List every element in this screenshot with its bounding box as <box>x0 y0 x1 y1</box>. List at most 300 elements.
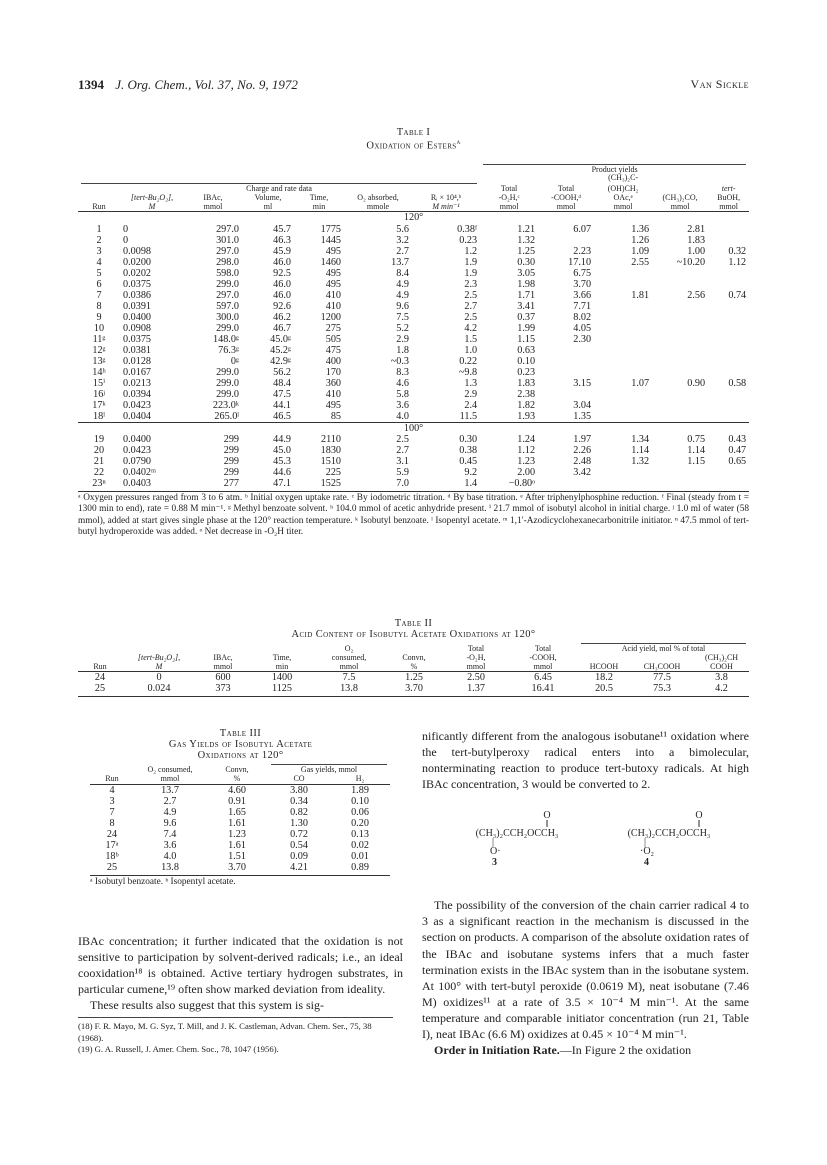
table-cell: 4.05 <box>573 322 592 334</box>
table-cell: 18ᵇ <box>105 850 119 862</box>
right-paragraph-1: nificantly different from the analogous isobutane¹¹ oxidation where the tert-butylperoxy radical enters into a bimolecular, nonterminating reaction to produce tert-butoxy radicals. At high IBAc concentration, 3 would be converted to 2. <box>422 729 749 792</box>
table-cell: 17ᵏ <box>92 399 106 411</box>
col-oac-h1: (CH₃)₂C- <box>608 173 639 183</box>
table-cell <box>594 334 652 345</box>
table-cell: 25 <box>106 861 118 873</box>
table-cell: ~9.8 <box>458 366 478 378</box>
col-o2h-h1: Total <box>467 644 485 653</box>
col-ibac: IBAc, <box>203 192 223 202</box>
table-cell: 13.8 <box>161 861 179 873</box>
table-1-title: Oxidation of Esters$^a$ <box>366 138 461 152</box>
table-cell: 299 <box>223 444 239 456</box>
table-cell: 0.30 <box>459 433 478 445</box>
table-cell: 0.0213 <box>123 377 152 389</box>
table-cell <box>594 301 652 312</box>
table-cell <box>652 356 708 367</box>
table-cell: 44.6 <box>273 466 291 478</box>
temperature-100: 100° <box>78 422 749 434</box>
table-cell: 9.6 <box>163 817 177 829</box>
table-cell: 400 <box>325 355 341 367</box>
table-1-row <box>78 235 749 246</box>
table-cell: 11ᵍ <box>92 333 106 345</box>
table-cell: 5.8 <box>396 388 409 400</box>
table-cell: 0.47 <box>728 444 747 456</box>
table-cell: 46.7 <box>273 322 291 334</box>
table-cell: 6 <box>96 278 102 290</box>
table-2-grid <box>78 643 749 694</box>
unit: mmol <box>466 661 486 671</box>
table-cell <box>538 367 594 378</box>
col-oac-h3: OAc,ᵉ <box>613 192 633 202</box>
unit: mmol <box>160 773 180 783</box>
table-cell: 373 <box>215 683 231 695</box>
table-cell: 1.83 <box>517 377 536 389</box>
table-cell: 0.0098 <box>123 245 152 257</box>
table-cell: 2.23 <box>573 245 592 257</box>
table-cell: 1.00 <box>687 245 706 257</box>
unit: mmol <box>613 201 633 211</box>
unit: mmol <box>213 661 233 671</box>
unit: mmol <box>670 201 690 211</box>
table-cell <box>708 312 749 323</box>
table-cell: 12ᵍ <box>92 344 106 356</box>
structure-4-number: 4 <box>644 857 649 869</box>
table-cell: 2.7 <box>396 444 409 456</box>
table-cell: 16.41 <box>531 683 555 695</box>
right-paragraph-3 <box>422 1042 749 1058</box>
col-iso-h1: (CH₃)₂CH <box>704 652 739 662</box>
table-cell: 1 <box>96 223 102 235</box>
col-o2h-h1: Total <box>500 184 518 194</box>
table-1-row <box>78 334 749 345</box>
table-cell <box>708 467 749 478</box>
col-buoh-h2: BuOH, <box>717 192 741 202</box>
double-bond: ‖ <box>545 819 549 831</box>
col-co: CO <box>293 773 305 783</box>
col-cooh-h2: -COOH, <box>529 652 557 662</box>
table-cell: 300.0 <box>216 311 239 323</box>
bond: | <box>644 837 647 849</box>
table-cell: 3 <box>96 245 102 257</box>
table-cell: 597.0 <box>216 300 239 312</box>
table-cell: 3.8 <box>715 672 728 684</box>
table-cell: 75.3 <box>653 683 671 695</box>
table-3-grid <box>90 764 390 873</box>
section-text: —In Figure 2 the oxidation <box>559 1043 692 1058</box>
table-cell: 17ᵃ <box>105 839 119 851</box>
table-cell: 410 <box>325 388 341 400</box>
table-cell: 0.30 <box>517 256 536 268</box>
table-cell: 298.0 <box>216 256 239 268</box>
table-cell: 7 <box>96 289 102 301</box>
table-cell <box>652 478 708 489</box>
bond: | <box>492 837 495 849</box>
col-time: Time, <box>272 652 292 662</box>
table-cell: 0.0403 <box>123 477 152 489</box>
table-cell: 1.25 <box>517 245 536 257</box>
table-cell: 299.0 <box>216 377 239 389</box>
table-cell: 18ˡ <box>93 410 105 422</box>
col-ch3cooh: CH₃COOH <box>643 661 681 671</box>
table-cell: 9.6 <box>396 300 409 312</box>
table-cell: 20.5 <box>595 683 613 695</box>
table-cell: 2.3 <box>464 278 478 290</box>
table-cell: 4.2 <box>715 683 728 695</box>
table-cell: 5.6 <box>396 223 409 235</box>
table-cell: 92.6 <box>273 300 291 312</box>
table-2-label: Table II <box>394 618 433 629</box>
table-cell: 0.0381 <box>123 344 152 356</box>
table-cell: 0ᵍ <box>230 355 239 367</box>
unit: M <box>155 661 163 671</box>
table-cell: 45.2ᵍ <box>270 344 291 356</box>
table-1-row <box>78 345 749 356</box>
table-cell <box>652 334 708 345</box>
journal-citation: J. Org. Chem., Vol. 37, No. 9, 1972 <box>115 77 298 92</box>
table-cell: 0.0908 <box>123 322 152 334</box>
table-cell: 0.54 <box>290 839 308 851</box>
structure-3-number: 3 <box>492 857 497 869</box>
table-cell: 2.30 <box>573 333 592 345</box>
table-cell: 600 <box>215 672 231 684</box>
table-cell: 0.38ᶠ <box>457 223 478 235</box>
table-cell: 14ʰ <box>92 366 106 378</box>
table-cell <box>708 411 749 423</box>
table-cell: 92.5 <box>273 267 291 279</box>
table-cell: 0.89 <box>351 861 369 873</box>
table-cell: 46.0 <box>273 256 291 268</box>
table-1-label: Table I <box>396 127 431 138</box>
table-cell: 297.0 <box>216 245 239 257</box>
table-cell: 2.56 <box>687 289 706 301</box>
table-cell: 0.024 <box>147 683 171 695</box>
carbonyl-o: O <box>695 810 703 822</box>
col-iso-h2: COOH <box>710 661 733 671</box>
table-cell <box>594 411 652 423</box>
col-peroxide: [tert-Bu₂O₂], <box>137 652 181 662</box>
col-run: Run <box>92 201 106 211</box>
table-1-row <box>78 312 749 323</box>
table-cell: 2.00 <box>517 466 536 478</box>
carbonyl-o: O <box>543 810 551 822</box>
table-cell: 44.1 <box>273 399 291 411</box>
table-1-row <box>78 467 749 478</box>
table-cell: 0.58 <box>728 377 747 389</box>
table-cell: 1.89 <box>351 784 369 796</box>
table-cell <box>594 478 652 489</box>
unit: % <box>410 661 418 671</box>
table-cell: 46.5 <box>273 410 291 422</box>
table-cell: 299 <box>223 466 239 478</box>
table-cell: 3.70 <box>228 861 246 873</box>
table-cell: 0.01 <box>351 850 369 862</box>
double-bond: ‖ <box>697 819 701 831</box>
table-cell: 0.0375 <box>123 278 152 290</box>
table-cell <box>652 279 708 290</box>
table-cell: 9.2 <box>464 466 478 478</box>
table-3-footnotes: ᵃ Isobutyl benzoate. ᵇ Isopentyl acetate. <box>90 875 390 888</box>
table-1 <box>78 127 749 538</box>
table-cell: 18.2 <box>595 672 613 684</box>
table-cell: 0.10 <box>351 795 369 807</box>
table-cell <box>708 345 749 356</box>
table-cell: 1.15 <box>517 333 536 345</box>
table-cell: 1.98 <box>517 278 536 290</box>
table-cell <box>708 268 749 279</box>
table-cell: 46.0 <box>273 278 291 290</box>
table-cell <box>594 312 652 323</box>
table-cell: 148.0ᵍ <box>213 333 239 345</box>
table-cell: 1.65 <box>228 806 246 818</box>
references <box>78 1017 393 1055</box>
table-1-row <box>78 323 749 334</box>
table-cell: 6.45 <box>534 672 552 684</box>
table-cell: 505 <box>325 333 341 345</box>
charge-rate-group: Charge and rate data <box>81 183 477 194</box>
table-cell: 299.0 <box>216 278 239 290</box>
table-cell: 1.81 <box>631 289 650 301</box>
table-cell: 1.93 <box>517 410 536 422</box>
table-2 <box>78 618 749 697</box>
table-cell: 4.2 <box>464 322 478 334</box>
reference-19: (19) G. A. Russell, J. Amer. Chem. Soc., 78, 1047 (1956). <box>78 1044 279 1055</box>
table-cell: 225 <box>325 466 341 478</box>
table-cell: 1.2 <box>464 245 478 257</box>
table-1-row <box>78 400 749 411</box>
table-1-row <box>78 478 749 489</box>
table-cell <box>708 279 749 290</box>
col-o2-h1: O₂ <box>344 644 354 653</box>
table-cell: 85 <box>330 410 341 422</box>
table-cell: 7.5 <box>396 311 409 323</box>
table-cell: 76.3ᵍ <box>218 344 239 356</box>
structure-4-formula: (CH₃)₂CCH₂OCCH₃ <box>627 828 711 840</box>
table-cell: 275 <box>325 322 341 334</box>
table-cell: 1.3 <box>464 377 478 389</box>
table-cell: 2.9 <box>464 388 478 400</box>
table-cell: 7 <box>109 806 115 818</box>
table-cell: 3.6 <box>396 399 409 411</box>
table-cell: 0.72 <box>290 828 308 840</box>
table-1-row <box>78 257 749 268</box>
product-yields-group: Product yields <box>483 164 746 175</box>
table-cell <box>652 323 708 334</box>
table-cell: 24 <box>106 828 118 840</box>
table-cell: 11.5 <box>459 410 478 422</box>
table-cell <box>708 224 749 235</box>
table-cell: 0.0394 <box>123 388 152 400</box>
table-cell <box>708 235 749 246</box>
table-cell: 0.23 <box>517 366 536 378</box>
table-cell: 3.04 <box>573 399 592 411</box>
table-cell <box>652 312 708 323</box>
table-1-row <box>78 378 749 389</box>
table-cell: 2 <box>96 234 102 246</box>
table-cell: 495 <box>325 278 341 290</box>
table-cell: 0.75 <box>687 433 706 445</box>
table-1-row <box>78 434 749 445</box>
table-1-row <box>78 411 749 423</box>
unit: mmol <box>499 201 519 211</box>
table-cell <box>652 345 708 356</box>
col-run: Run <box>93 661 107 671</box>
table-cell <box>538 235 594 246</box>
table-cell: 5.9 <box>396 466 409 478</box>
table-cell: 3.2 <box>396 234 409 246</box>
table-1-footnotes: ᵃ Oxygen pressures ranged from 3 to 6 atm. ᵇ Initial oxygen uptake rate. ᶜ By iodometric titration. ᵈ By base titration. ᵉ After triphenylphosphine reduction. ᶠ Final (steady from t = 1300 min to end), rate = 0.88 M min⁻¹. ᵍ Methyl benzoate solvent. ʰ 104.0 mmol of acetic anhydride present. ⁱ 21.7 mmol of isobutyl alcohol in initial charge. ʲ 1.0 ml of water (58 mmol), added at start gives single phase at the 120° reaction temperature. ᵏ Isobutyl benzoate. ˡ Isopentyl acetate. ᵐ 1,1′-Azodicyclohexanecarbonitrile initiator. ⁿ 47.5 mmol of tert-butyl hydroperoxide was added. ᵒ Net decrease in -O₂H titer. <box>78 492 749 537</box>
table-1-row <box>78 290 749 301</box>
table-cell: 8.3 <box>396 366 409 378</box>
table-cell: 2.38 <box>517 388 536 400</box>
table-cell: 0.0402ᵐ <box>123 466 156 478</box>
table-cell: 1.8 <box>396 344 409 356</box>
structure-3 <box>462 810 572 868</box>
table-3-row <box>90 840 390 851</box>
col-o2h-h2: -O₂H,ᶜ <box>498 192 520 202</box>
table-cell: 0.0423 <box>123 444 152 456</box>
table-cell: 1445 <box>320 234 341 246</box>
table-cell: 2.5 <box>464 289 478 301</box>
table-cell: 0.74 <box>728 289 747 301</box>
table-cell: 3.42 <box>573 466 592 478</box>
table-cell: 0.0167 <box>123 366 152 378</box>
table-cell: 45.3 <box>273 455 291 467</box>
table-cell: 3.66 <box>573 289 592 301</box>
table-cell: 1.35 <box>573 410 592 422</box>
table-cell: 0.0391 <box>123 300 152 312</box>
table-cell: 1.99 <box>517 322 536 334</box>
table-cell <box>594 323 652 334</box>
table-cell: 2.5 <box>396 433 409 445</box>
table-cell: 0.65 <box>728 455 747 467</box>
col-o2: O₂ consumed, <box>147 765 193 774</box>
table-cell: 1.21 <box>517 223 536 235</box>
table-cell: 5.2 <box>396 322 409 334</box>
table-cell <box>652 389 708 400</box>
table-cell: 4.9 <box>396 289 409 301</box>
table-cell: 0.37 <box>517 311 536 323</box>
table-1-row <box>78 445 749 456</box>
table-cell: 0.09 <box>290 850 308 862</box>
table-cell: 1200 <box>320 311 341 323</box>
table-cell: 495 <box>325 245 341 257</box>
table-cell: 0.0790 <box>123 455 152 467</box>
table-cell: 475 <box>325 344 341 356</box>
table-cell: 1.83 <box>687 234 706 246</box>
unit: mmole <box>366 201 390 211</box>
table-cell: 1.14 <box>631 444 650 456</box>
table-cell <box>594 356 652 367</box>
table-cell <box>652 400 708 411</box>
left-paragraph-2: These results also suggest that this system is sig- <box>90 998 324 1013</box>
col-cooh-h2: -COOH,ᵈ <box>551 192 581 202</box>
table-cell: 2.7 <box>163 795 177 807</box>
table-1-row <box>78 268 749 279</box>
table-3-row <box>90 784 390 796</box>
table-cell <box>708 323 749 334</box>
table-cell <box>594 467 652 478</box>
table-cell: 0.22 <box>459 355 478 367</box>
table-cell: 16ʲ <box>93 388 105 400</box>
table-cell: 0.45 <box>459 455 478 467</box>
table-3-row <box>90 796 390 807</box>
table-cell <box>594 389 652 400</box>
table-cell: 8.02 <box>573 311 592 323</box>
table-cell: 2.7 <box>464 300 478 312</box>
table-cell: 44.9 <box>273 433 291 445</box>
table-cell: 1.5 <box>464 333 478 345</box>
table-cell: 0 <box>156 672 162 684</box>
table-cell: 0.63 <box>517 344 536 356</box>
table-cell: 8 <box>96 300 102 312</box>
running-author: Van Sickle <box>690 77 749 91</box>
col-cooh-h1: Total <box>557 184 575 194</box>
table-cell <box>652 301 708 312</box>
table-cell <box>652 367 708 378</box>
table-cell: 299.0 <box>216 388 239 400</box>
table-cell: 1.12 <box>517 444 536 456</box>
table-3-row <box>90 862 390 873</box>
table-cell: 6.75 <box>573 267 592 279</box>
table-cell: 6.07 <box>573 223 592 235</box>
table-cell: 4.0 <box>396 410 409 422</box>
table-cell <box>652 268 708 279</box>
unit: mmol <box>203 201 223 211</box>
col-convn: Convn, <box>402 652 426 662</box>
table-1-row <box>78 246 749 257</box>
table-cell: 1.12 <box>728 256 747 268</box>
table-cell: 2.48 <box>573 455 592 467</box>
table-cell: 1.0 <box>464 344 478 356</box>
unit: mmol <box>339 661 359 671</box>
table-cell <box>708 367 749 378</box>
table-cell: 10 <box>93 322 105 334</box>
unit: mmol <box>719 201 738 211</box>
table-cell: 0.90 <box>687 377 706 389</box>
table-cell: 77.5 <box>653 672 671 684</box>
table-cell <box>708 389 749 400</box>
table-cell: 2.5 <box>464 311 478 323</box>
table-cell <box>594 268 652 279</box>
table-cell: 7.4 <box>163 828 177 840</box>
structure-3-formula: (CH₃)₂CCH₂OCCH₃ <box>475 828 559 840</box>
reference-18: (18) F. R. Mayo, M. G. Syz, T. Mill, and J. K. Castleman, Advan. Chem. Ser., 75, 38 (1968). <box>78 1021 372 1043</box>
table-cell: 4.9 <box>396 278 409 290</box>
table-cell: 1830 <box>320 444 341 456</box>
table-cell: 0.13 <box>351 828 369 840</box>
table-cell: 1.07 <box>631 377 650 389</box>
table-cell: 45.9 <box>273 245 291 257</box>
running-header <box>78 77 749 95</box>
table-cell: 410 <box>325 289 341 301</box>
table-cell <box>652 467 708 478</box>
table-cell: 0.10 <box>517 355 536 367</box>
table-cell: 2.50 <box>467 672 485 684</box>
table-cell: 4.6 <box>396 377 409 389</box>
table-cell <box>708 356 749 367</box>
col-hcooh: HCOOH <box>589 661 619 671</box>
unit: mmol <box>533 661 553 671</box>
table-cell: 1.32 <box>517 234 536 246</box>
table-cell <box>652 411 708 423</box>
table-cell: 301.0 <box>216 234 239 246</box>
table-3-row <box>90 851 390 862</box>
chemical-structures <box>422 792 749 897</box>
table-cell: 170 <box>325 366 341 378</box>
col-volume: Volume, <box>254 192 282 202</box>
table-cell: 1.32 <box>631 455 650 467</box>
table-cell: 24 <box>94 672 106 684</box>
